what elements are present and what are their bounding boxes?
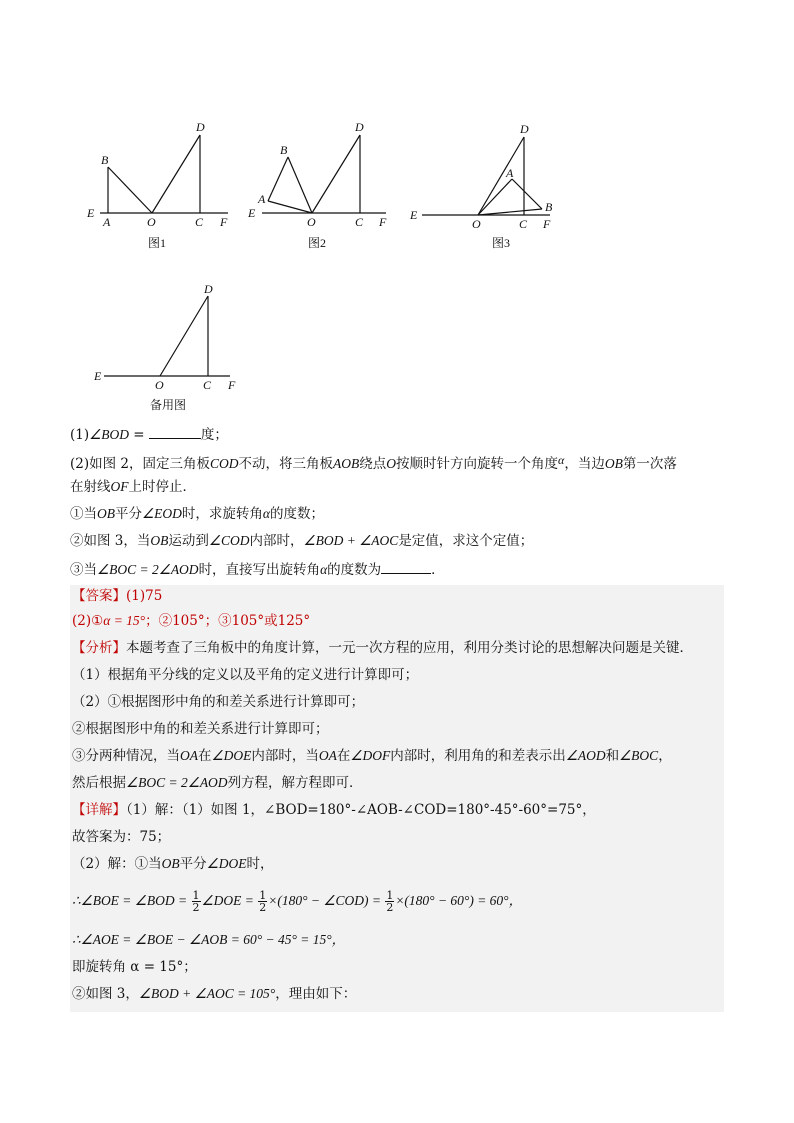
analysis-1-text: （1）根据角平分线的定义以及平角的定义进行计算即可； <box>72 667 419 683</box>
ana4-g: ， <box>658 748 672 764</box>
detail-tag: 【详解】 <box>72 802 126 818</box>
det4-frac-2 <box>258 890 267 913</box>
det7-b: ，理由如下： <box>275 986 357 1002</box>
q2-ob: OB <box>604 456 623 471</box>
ana4-aod: ∠AOD <box>565 748 606 763</box>
figure-1-diagram <box>80 115 240 255</box>
det4-frac-3 <box>385 890 394 913</box>
ana4-doe: ∠DOE <box>211 748 252 763</box>
q21-b: 平分 <box>115 506 142 522</box>
q2-of: OF <box>110 479 129 494</box>
fig4-label-e: E <box>94 369 102 383</box>
answer-tag: 【答案】 <box>72 588 126 604</box>
det4-frac-1-den: 2 <box>192 901 200 914</box>
detail-2 <box>72 828 170 846</box>
ana5-b: 列方程，解方程即可． <box>227 775 363 791</box>
fig3-label-f: F <box>543 217 551 231</box>
det4-c: ×(180° − ∠COD) = <box>268 893 385 908</box>
question-2-line1 <box>70 451 677 473</box>
analysis-3-text: ②根据图形中角的和差关系进行计算即可； <box>72 721 329 737</box>
question-2-3 <box>70 559 445 579</box>
fig2-label-b: B <box>280 143 288 157</box>
q22-ob: OB <box>150 533 169 548</box>
analysis-4 <box>72 747 672 765</box>
fig1-label-f: F <box>220 215 228 229</box>
det3-b: 平分 <box>179 856 207 872</box>
figure-2 <box>240 115 400 255</box>
fig3-label-d: D <box>520 122 529 136</box>
q22-angle: ∠COD <box>208 533 250 548</box>
analysis-text: 本题考查了三角板中的角度计算，一元一次方程的应用，利用分类讨论的思想解决问题是关键． <box>126 640 693 656</box>
q1-angle: ∠BOD <box>89 427 129 442</box>
analysis-5 <box>72 774 363 792</box>
detail-1-text: （1）解：（1）如图 1，∠BOD=180°-∠AOB-∠COD=180°-45°-60°=75°， <box>126 802 596 818</box>
ana5-a: 然后根据 <box>72 775 126 791</box>
fig2-label-f: F <box>379 215 387 229</box>
q2-text-c: 绕点 <box>359 456 387 472</box>
fig2-caption: 图2 <box>308 236 327 250</box>
det4-b: ∠DOE = <box>201 893 258 908</box>
detail-5-text: ∴∠AOE = ∠BOE − ∠AOB = 60° − 45° = 15°， <box>72 932 346 947</box>
q2-aob: AOB <box>333 456 360 471</box>
figure-spare-diagram <box>90 280 250 415</box>
analysis-1 <box>72 666 418 684</box>
detail-2-text: 故答案为：75； <box>72 829 171 845</box>
q2-text-a: (2)如图 2，固定三角板 <box>70 456 211 472</box>
q2-text-f: 第一次落 <box>622 456 677 472</box>
fig4-label-d: D <box>204 282 213 296</box>
ana4-oa2: OA <box>318 748 337 763</box>
figure-1 <box>80 115 240 255</box>
fig3-label-b: B <box>545 200 553 214</box>
q21-ob: OB <box>97 506 115 521</box>
fig1-label-b: B <box>101 153 109 167</box>
figure-2-diagram <box>240 115 400 255</box>
ana5-expr: ∠BOC = 2∠AOD <box>126 775 228 790</box>
q22-b: 运动到 <box>168 533 209 549</box>
q23-c: 的度数为 <box>327 562 382 578</box>
ana4-boc: ∠BOC <box>619 748 659 763</box>
q22-c: 内部时， <box>249 533 304 549</box>
q2-o: O <box>386 456 397 471</box>
ana4-oa1: OA <box>180 748 198 763</box>
answer-line-2 <box>72 612 310 630</box>
question-2-1 <box>70 505 324 523</box>
q2-cod: COD <box>210 456 239 471</box>
analysis-2 <box>72 693 364 711</box>
ana4-a: ③分两种情况，当 <box>72 748 180 764</box>
answer-2-b: ；②105°；③105°或125° <box>145 613 311 629</box>
q21-alpha: α <box>262 506 270 521</box>
det4-frac-1-num: 1 <box>192 889 200 902</box>
ana4-dof: ∠DOF <box>350 748 391 763</box>
detail-7 <box>72 985 356 1003</box>
q2-text-b: 不动，将三角板 <box>238 456 334 472</box>
fig2-label-d: D <box>355 120 364 134</box>
fig3-label-a: A <box>506 166 514 180</box>
fig4-label-f: F <box>228 378 236 392</box>
det4-frac-2-den: 2 <box>259 901 267 914</box>
det4-frac-3-den: 2 <box>386 901 394 914</box>
q23-answer-blank[interactable] <box>381 559 431 574</box>
fig1-label-e: E <box>87 206 95 220</box>
analysis-tag: 【分析】 <box>72 640 126 656</box>
fig3-label-o: O <box>472 217 481 231</box>
q23-a: ③当 <box>70 562 97 578</box>
fig2-label-o: O <box>307 215 316 229</box>
det4-a: ∴∠BOE = ∠BOD = <box>72 893 191 908</box>
det4-frac-3-num: 1 <box>386 889 394 902</box>
question-1 <box>70 424 228 444</box>
answer-2-a: (2)① <box>72 613 104 629</box>
fig1-label-d: D <box>196 120 205 134</box>
answer-2-alpha: α = 15° <box>103 613 146 628</box>
question-2-line2 <box>70 478 196 496</box>
detail-6 <box>72 958 197 976</box>
q1-suffix: 度； <box>200 427 228 443</box>
q22-d: 是定值，求这个定值； <box>398 533 534 549</box>
fig1-caption: 图1 <box>148 236 167 250</box>
detail-1 <box>72 801 596 819</box>
q22-a: ②如图 3，当 <box>70 533 151 549</box>
ana4-d: 在 <box>336 748 351 764</box>
q23-alpha: α <box>320 562 328 577</box>
figure-spare <box>90 280 250 415</box>
answer-line <box>72 587 162 605</box>
q2-alpha: α <box>558 453 565 467</box>
analysis-2-text: （2）①根据图形中角的和差关系进行计算即可； <box>72 694 365 710</box>
q21-c: 时，求旋转角 <box>181 506 263 522</box>
detail-4 <box>72 888 522 914</box>
fig1-label-c: C <box>195 215 204 229</box>
det3-c: 时， <box>246 856 274 872</box>
det4-frac-2-num: 1 <box>259 889 267 902</box>
q2-line2-b: 上时停止． <box>128 479 196 495</box>
ana4-c: 内部时，当 <box>251 748 319 764</box>
q2-text-e: ，当边 <box>564 456 605 472</box>
analysis-line <box>72 639 693 657</box>
q22-expr: ∠BOD + ∠AOC <box>303 533 399 548</box>
detail-6-text: 即旋转角 α = 15°； <box>72 959 197 975</box>
det4-d: ×(180° − 60°) = 60°， <box>395 893 523 908</box>
q23-d: ． <box>431 562 445 578</box>
ana4-e: 内部时，利用角的和差表示出 <box>390 748 566 764</box>
fig4-caption: 备用图 <box>150 398 187 412</box>
fig3-label-e: E <box>410 208 418 222</box>
fig2-label-c: C <box>355 215 364 229</box>
analysis-3 <box>72 720 329 738</box>
fig1-label-o: O <box>147 215 156 229</box>
fig2-label-e: E <box>248 206 256 220</box>
fig1-label-a: A <box>103 215 111 229</box>
figure-3 <box>400 115 570 255</box>
det3-doe: ∠DOE <box>206 856 247 871</box>
fig4-label-c: C <box>203 378 212 392</box>
ana4-f: 和 <box>605 748 620 764</box>
q2-line2-a: 在射线 <box>70 479 111 495</box>
q21-angle: ∠EOD <box>142 506 182 521</box>
q23-b: 时，直接写出旋转角 <box>198 562 321 578</box>
detail-3 <box>72 855 273 873</box>
question-2-2 <box>70 532 533 550</box>
detail-5 <box>72 931 345 949</box>
fig3-label-c: C <box>519 217 528 231</box>
fig3-caption: 图3 <box>492 236 511 250</box>
fig2-label-a: A <box>258 192 266 206</box>
q23-expr: ∠BOC = 2∠AOD <box>97 562 199 577</box>
ana4-b: 在 <box>198 748 212 764</box>
q2-text-d: 按顺时针方向旋转一个角度 <box>396 456 559 472</box>
det7-a: ②如图 3， <box>72 986 139 1002</box>
q1-answer-blank[interactable] <box>149 424 201 439</box>
det7-expr: ∠BOD + ∠AOC = 105° <box>138 986 276 1001</box>
q1-number: (1) <box>70 427 90 443</box>
q21-a: ①当 <box>70 506 97 522</box>
det4-frac-1 <box>192 890 201 913</box>
q1-eq: = <box>128 427 149 443</box>
det3-ob: OB <box>161 856 180 871</box>
q21-d: 的度数； <box>269 506 324 522</box>
answer-1: (1)75 <box>126 588 163 604</box>
figure-3-diagram <box>400 115 570 255</box>
det3-a: （2）解：①当 <box>72 856 162 872</box>
fig4-label-o: O <box>155 378 164 392</box>
